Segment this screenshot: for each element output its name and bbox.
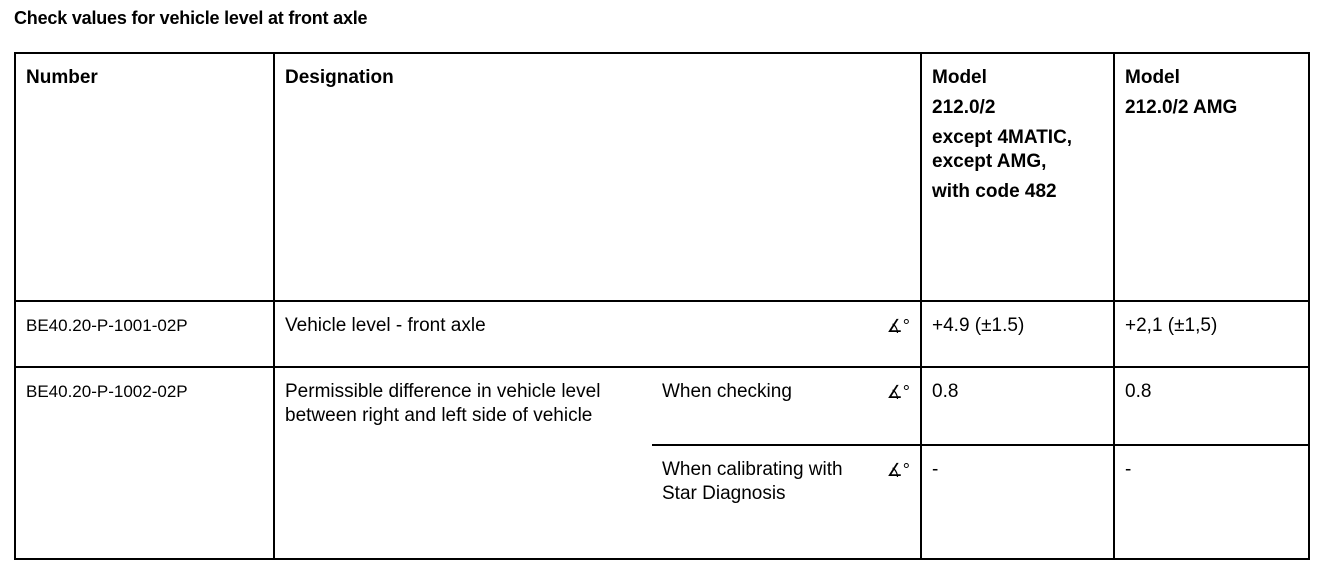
header-model-1-line: except 4MATIC,	[932, 127, 1073, 148]
row-model-1-value: 0.8	[921, 367, 1114, 445]
check-values-table	[14, 52, 1310, 560]
header-number: Number	[15, 53, 274, 301]
designation-text: Vehicle level - front axle	[285, 315, 486, 336]
condition-label: When checking	[662, 381, 792, 402]
angle-unit-icon: ∡°	[886, 382, 911, 402]
header-model-1-line: Model	[932, 67, 987, 88]
table-row	[15, 367, 1309, 445]
header-model-1	[921, 53, 1114, 301]
condition-cell	[652, 445, 921, 559]
row-model-2-value: +2,1 (±1,5)	[1114, 301, 1309, 367]
table-header-row	[15, 53, 1309, 301]
header-model-2	[1114, 53, 1309, 301]
table-title: Check values for vehicle level at front axle	[14, 8, 368, 28]
row-number: BE40.20-P-1002-02P	[15, 367, 274, 559]
header-designation: Designation	[274, 53, 921, 301]
table-row	[15, 301, 1309, 367]
row-model-1-value: +4.9 (±1.5)	[921, 301, 1114, 367]
condition-label: When calibrating with Star Diagnosis	[662, 459, 843, 504]
header-model-1-line: except AMG,	[932, 151, 1047, 172]
row-model-2-value: 0.8	[1114, 367, 1309, 445]
row-designation: Permissible difference in vehicle level between right and left side of vehicle	[274, 367, 652, 559]
row-designation	[274, 301, 921, 367]
header-model-2-line: Model	[1125, 67, 1180, 88]
row-number: BE40.20-P-1001-02P	[15, 301, 274, 367]
header-model-1-line: with code 482	[932, 181, 1057, 202]
angle-unit-icon: ∡°	[886, 460, 911, 480]
header-model-2-line: 212.0/2 AMG	[1125, 97, 1238, 118]
header-model-1-line: 212.0/2	[932, 97, 996, 118]
condition-cell	[652, 367, 921, 445]
row-model-1-value: -	[921, 445, 1114, 559]
row-model-2-value: -	[1114, 445, 1309, 559]
angle-unit-icon: ∡°	[886, 316, 911, 336]
